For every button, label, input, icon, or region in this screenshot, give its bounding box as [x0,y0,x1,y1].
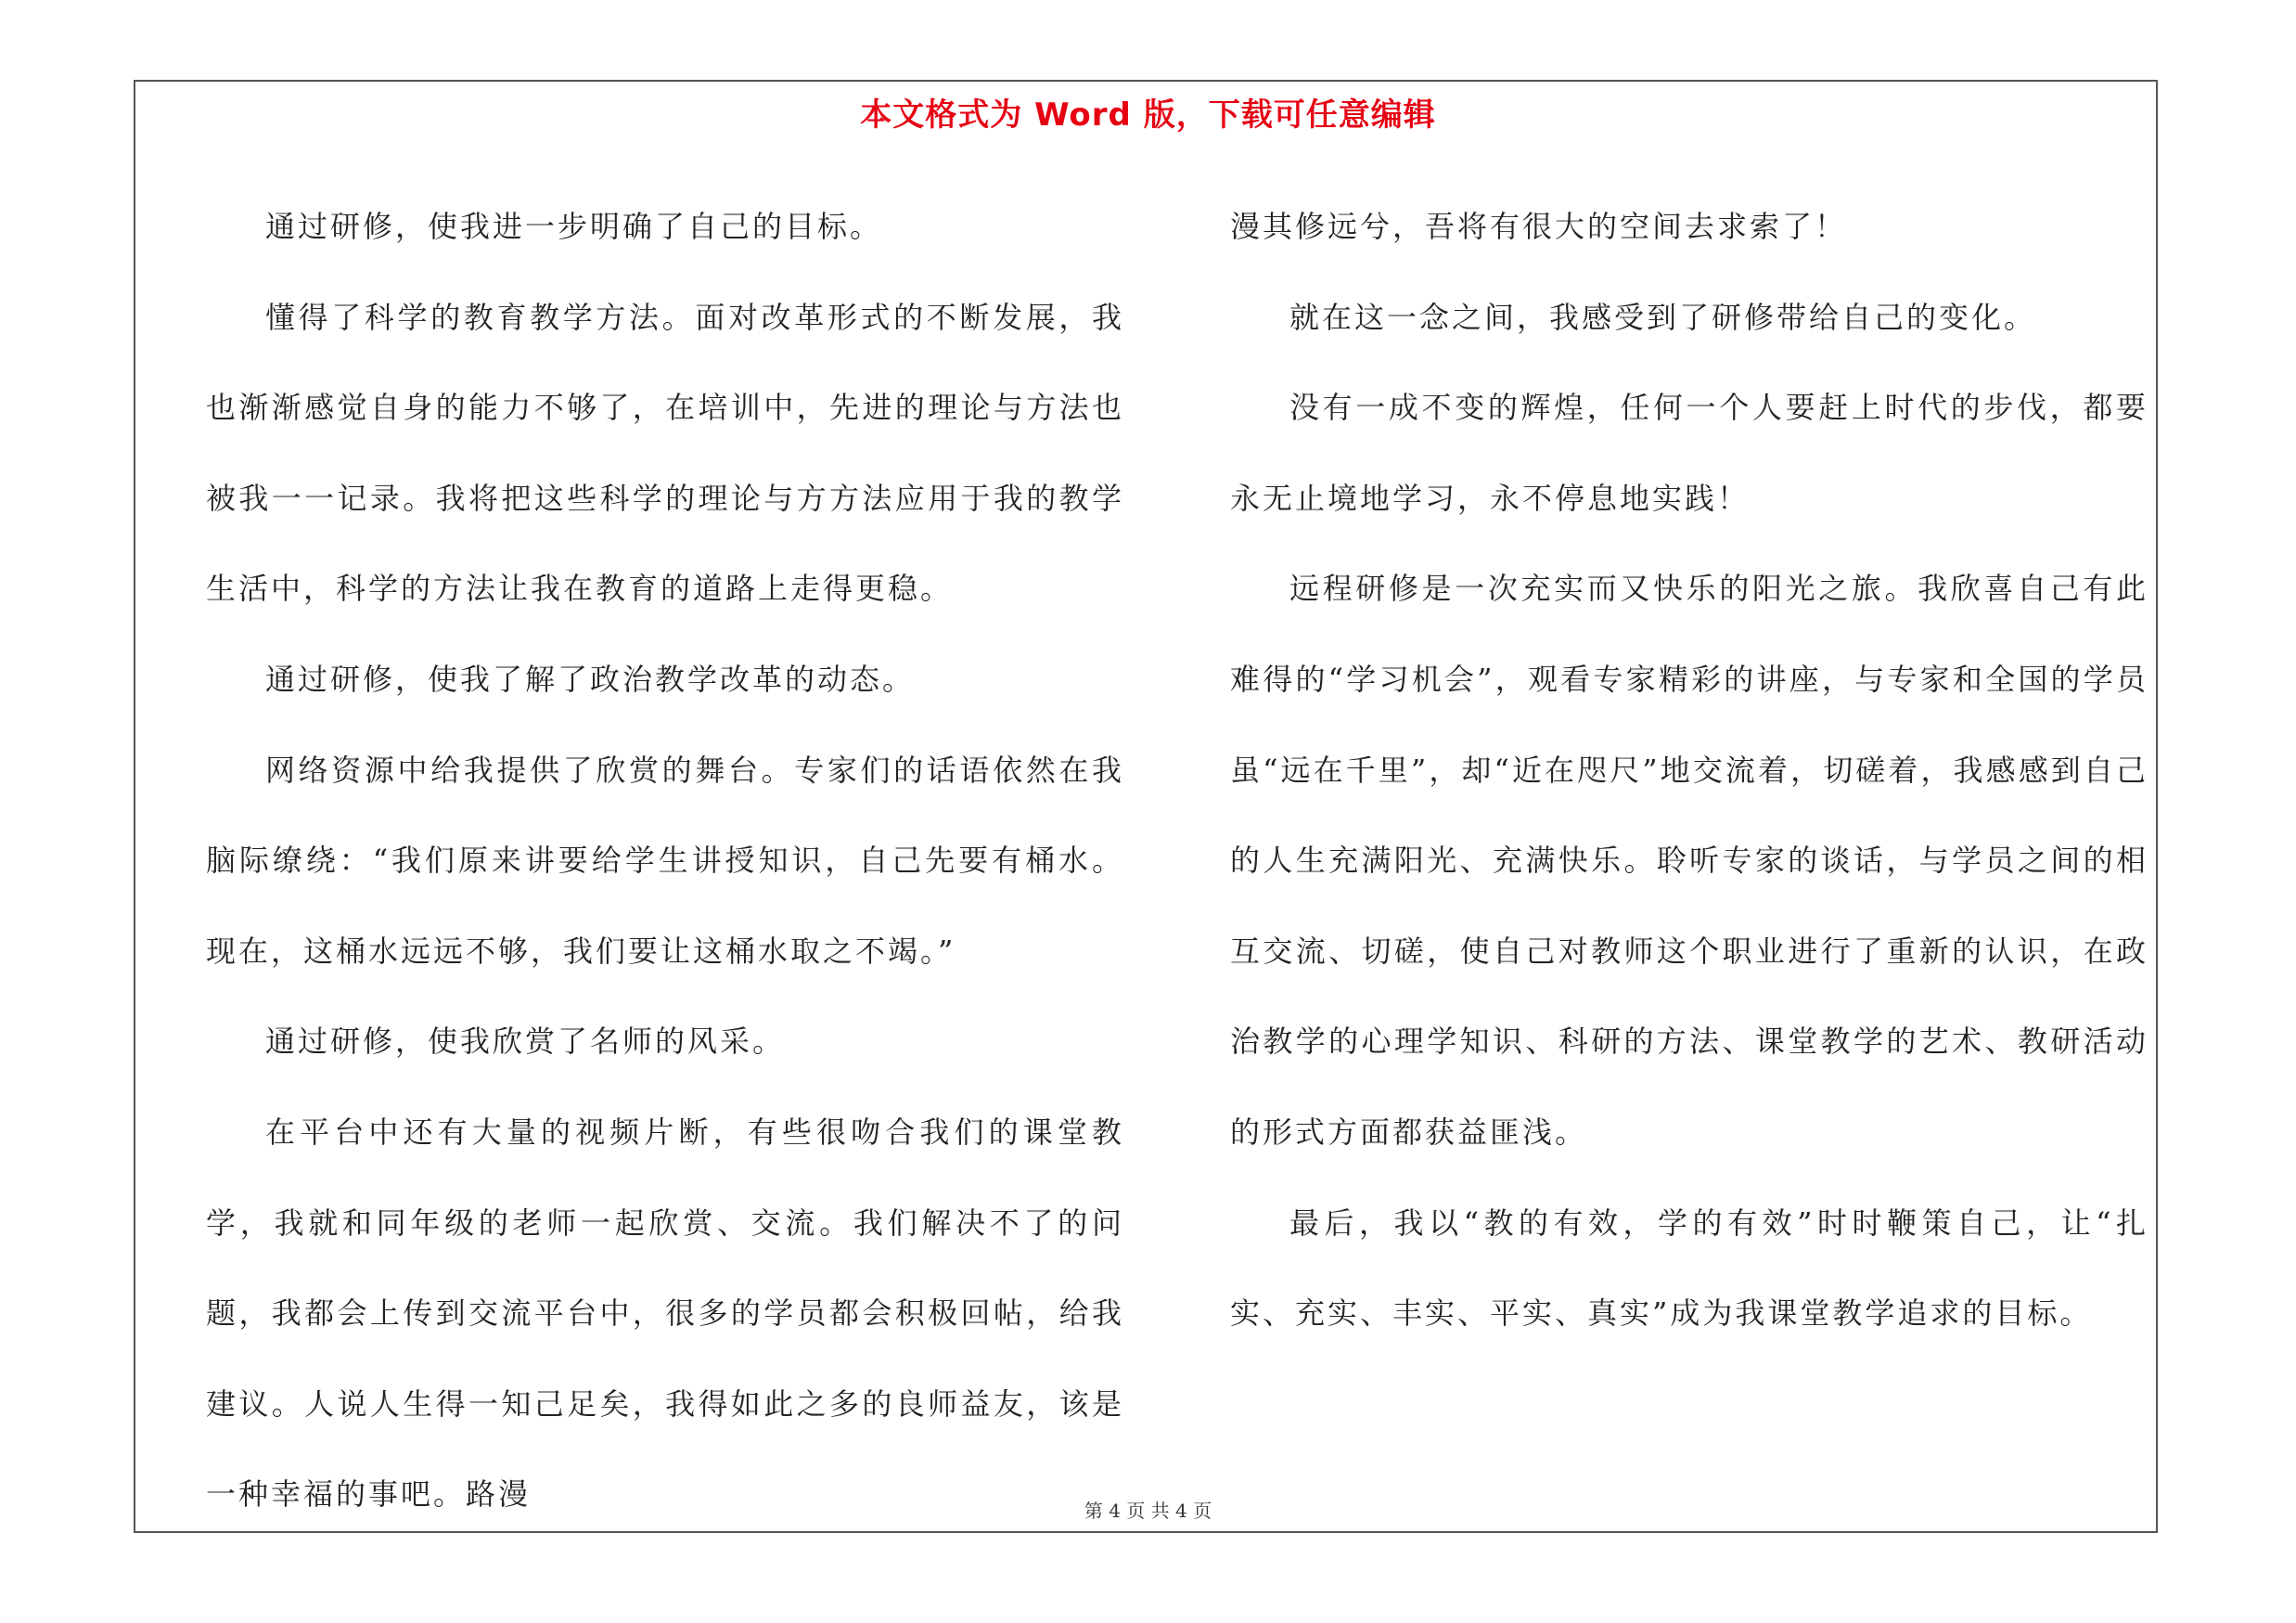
paragraph: 懂得了科学的教育教学方法。面对改革形式的不断发展，我也渐渐感觉自身的能力不够了，在培训中，先进的理论与方法也被我一一记录。我将把这些科学的理论与方方法应用于我的教学生活中，科学的方法让我在教育的道路上走得更稳。 [206,299,1124,607]
paragraph: 通过研修，使我欣赏了名师的风采。 [265,1024,786,1060]
paragraph: 远程研修是一次充实而又快乐的阳光之旅。我欣喜自己有此难得的“学习机会”，观看专家精彩的讲座，与专家和全国的学员虽“远在千里”，却“近在咫尺”地交流着，切磋着，我感感到自己的人生充满阳光、充满快乐。聆听专家的谈话，与学员之间的相互交流、切磋，使自己对教师这个职业进行了重新的认识，在政治教学的心理学知识、科研的方法、课堂教学的艺术、教研活动的形式方面都获益匪浅。 [1230,571,2148,1150]
paragraph: 最后，我以“教的有效，学的有效”时时鞭策自己，让“扎实、充实、丰实、平实、真实”成为我课堂教学追求的目标。 [1230,1204,2148,1332]
left-column [206,182,1124,1540]
paragraph: 没有一成不变的辉煌，任何一个人要赶上时代的步伐，都要永无止境地学习，永不停息地实践！ [1230,390,2148,516]
format-banner: 本文格式为 Word 版，下载可任意编辑 [860,97,1436,134]
right-column [1230,182,2148,1359]
page-number-footer: 第 4 页 共 4 页 [1084,1500,1212,1522]
paragraph-continuation: 漫其修远兮，吾将有很大的空间去求索了！ [1230,209,1848,244]
paragraph: 通过研修，使我进一步明确了自己的目标。 [265,209,883,244]
paragraph: 就在这一念之间，我感受到了研修带给自己的变化。 [1289,299,2037,335]
paragraph: 网络资源中给我提供了欣赏的舞台。专家们的话语依然在我脑际缭绕：“我们原来讲要给学生讲授知识，自己先要有桶水。现在，这桶水远远不够，我们要让这桶水取之不竭。” [206,752,1124,969]
paragraph: 通过研修，使我了解了政治教学改革的动态。 [265,661,916,697]
paragraph: 在平台中还有大量的视频片断，有些很吻合我们的课堂教学，我就和同年级的老师一起欣赏、交流。我们解决不了的问题，我都会上传到交流平台中，很多的学员都会积极回帖，给我建议。人说人生得一知己足矣，我得如此之多的良师益友，该是一种幸福的事吧。路漫 [206,1114,1124,1513]
